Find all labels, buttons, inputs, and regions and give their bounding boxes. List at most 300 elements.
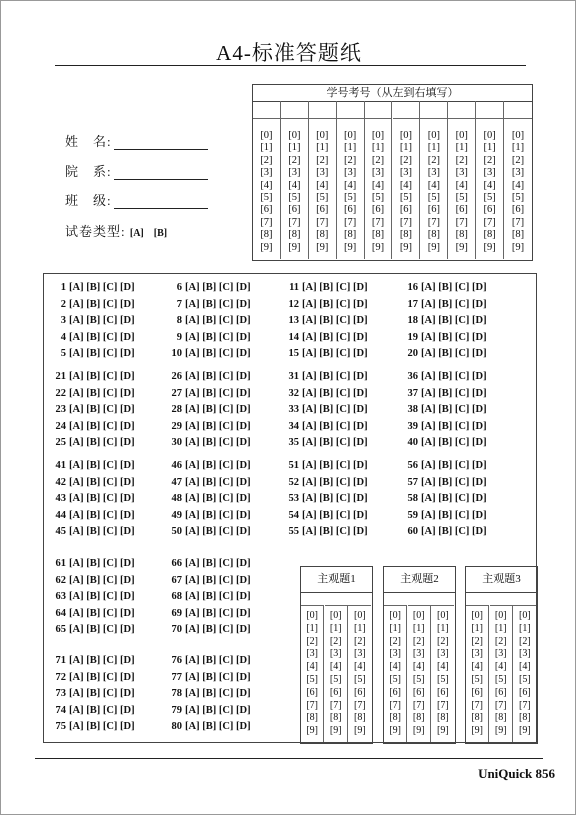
question-30[interactable] bbox=[164, 437, 251, 448]
answer-options[interactable]: [A] [B] [C] [D] bbox=[302, 282, 368, 293]
answer-options[interactable]: [A] [B] [C] [D] bbox=[69, 387, 135, 399]
digit-bubble[interactable]: [2] bbox=[483, 154, 496, 166]
digit-bubble[interactable]: [2] bbox=[427, 154, 440, 166]
answer-options[interactable]: [A] [B] [C] [D] bbox=[185, 607, 251, 619]
question-71[interactable] bbox=[48, 655, 135, 666]
score-digit-bubble[interactable]: [0] bbox=[354, 610, 366, 621]
digit-bubble[interactable]: [9] bbox=[260, 241, 273, 253]
question-19[interactable] bbox=[400, 332, 487, 343]
answer-options[interactable]: [A] [B] [C] [D] bbox=[421, 282, 487, 293]
score-digit-bubble[interactable]: [9] bbox=[389, 725, 401, 737]
question-16[interactable] bbox=[400, 282, 487, 293]
digit-bubble[interactable]: [3] bbox=[455, 167, 468, 179]
digit-bubble[interactable]: [9] bbox=[344, 241, 357, 253]
score-digit-bubble[interactable]: [9] bbox=[329, 725, 342, 737]
digit-bubble[interactable]: [3] bbox=[316, 167, 329, 179]
question-60[interactable] bbox=[400, 526, 487, 537]
score-digit-bubble[interactable]: [7] bbox=[329, 699, 342, 711]
digit-bubble[interactable]: [8] bbox=[511, 229, 525, 241]
digit-bubble[interactable]: [7] bbox=[260, 216, 273, 228]
score-digit-bubble[interactable]: [2] bbox=[354, 635, 366, 647]
answer-options[interactable]: [A] [B] [C] [D] bbox=[302, 331, 368, 343]
answer-options[interactable]: [A] [B] [C] [D] bbox=[302, 420, 368, 432]
answer-options[interactable]: [A] [B] [C] [D] bbox=[69, 624, 135, 636]
question-75[interactable] bbox=[48, 721, 135, 732]
question-18[interactable] bbox=[400, 315, 487, 326]
score-digit-bubble[interactable]: [6] bbox=[306, 686, 318, 698]
answer-options[interactable]: [A] [B] [C] [D] bbox=[69, 574, 135, 586]
answer-options[interactable]: [A] [B] [C] [D] bbox=[185, 282, 251, 293]
question-41[interactable] bbox=[48, 460, 135, 471]
score-digit-bubble[interactable]: [1] bbox=[354, 622, 366, 634]
score-digit-bubble[interactable]: [6] bbox=[494, 686, 507, 698]
score-digit-bubble[interactable]: [3] bbox=[412, 648, 425, 660]
answer-options[interactable]: [A] [B] [C] [D] bbox=[185, 574, 251, 586]
score-digit-bubble[interactable]: [7] bbox=[354, 699, 366, 711]
question-44[interactable] bbox=[48, 510, 135, 521]
question-42[interactable] bbox=[48, 477, 135, 488]
student-id-write-cell[interactable] bbox=[393, 101, 420, 119]
digit-bubble[interactable]: [9] bbox=[288, 241, 301, 253]
score-digit-bubble[interactable]: [7] bbox=[519, 699, 531, 711]
digit-bubble[interactable]: [5] bbox=[427, 192, 440, 204]
paper-type-options[interactable]: [A] [B] bbox=[129, 228, 168, 239]
answer-options[interactable]: [A] [B] [C] [D] bbox=[69, 331, 135, 343]
student-id-column[interactable] bbox=[281, 101, 309, 259]
digit-bubble[interactable]: [2] bbox=[455, 154, 468, 166]
digit-bubble[interactable]: [7] bbox=[316, 216, 329, 228]
digit-bubble[interactable]: [0] bbox=[344, 130, 357, 141]
score-digit-bubble[interactable]: [5] bbox=[494, 673, 507, 685]
digit-bubble[interactable]: [2] bbox=[260, 154, 273, 166]
answer-options[interactable]: [A] [B] [C] [D] bbox=[69, 404, 135, 416]
answer-options[interactable]: [A] [B] [C] [D] bbox=[421, 509, 487, 521]
question-79[interactable] bbox=[164, 705, 251, 716]
digit-bubble[interactable]: [4] bbox=[511, 179, 525, 191]
score-digit-bubble[interactable]: [5] bbox=[306, 673, 318, 685]
digit-bubble[interactable]: [5] bbox=[288, 192, 301, 204]
digit-bubble[interactable]: [3] bbox=[399, 167, 413, 179]
student-id-column[interactable] bbox=[476, 101, 504, 259]
score-digit-bubble[interactable]: [1] bbox=[329, 622, 342, 634]
question-11[interactable] bbox=[281, 282, 368, 293]
question-36[interactable] bbox=[400, 371, 487, 382]
score-digit-bubble[interactable]: [1] bbox=[437, 622, 449, 634]
score-digit-bubble[interactable]: [9] bbox=[494, 725, 507, 737]
digit-bubble[interactable]: [1] bbox=[399, 142, 413, 154]
answer-options[interactable]: [A] [B] [C] [D] bbox=[185, 420, 251, 432]
answer-options[interactable]: [A] [B] [C] [D] bbox=[302, 460, 368, 471]
subjective-score-column[interactable] bbox=[325, 605, 348, 742]
score-digit-bubble[interactable]: [7] bbox=[471, 699, 483, 711]
digit-bubble[interactable]: [9] bbox=[399, 241, 413, 253]
student-id-column[interactable] bbox=[253, 101, 281, 259]
question-20[interactable] bbox=[400, 348, 487, 359]
answer-options[interactable]: [A] [B] [C] [D] bbox=[69, 655, 135, 666]
question-53[interactable] bbox=[281, 493, 368, 504]
student-id-digit-options[interactable] bbox=[420, 119, 447, 254]
student-id-digit-options[interactable] bbox=[504, 119, 532, 254]
score-digit-bubble[interactable]: [6] bbox=[354, 686, 366, 698]
score-digit-bubble[interactable]: [4] bbox=[494, 661, 507, 673]
digit-bubble[interactable]: [2] bbox=[511, 154, 525, 166]
student-id-column[interactable] bbox=[309, 101, 337, 259]
digit-bubble[interactable]: [6] bbox=[511, 204, 525, 216]
score-digit-bubble[interactable]: [6] bbox=[471, 686, 483, 698]
score-digit-bubble[interactable]: [6] bbox=[412, 686, 425, 698]
question-54[interactable] bbox=[281, 510, 368, 521]
score-digit-bubble[interactable]: [0] bbox=[389, 610, 401, 621]
question-9[interactable] bbox=[164, 332, 251, 343]
answer-options[interactable]: [A] [B] [C] [D] bbox=[302, 509, 368, 521]
digit-bubble[interactable]: [7] bbox=[288, 216, 301, 228]
score-digit-bubble[interactable]: [3] bbox=[519, 648, 531, 660]
digit-bubble[interactable]: [8] bbox=[483, 229, 496, 241]
digit-bubble[interactable]: [1] bbox=[511, 142, 525, 154]
question-43[interactable] bbox=[48, 493, 135, 504]
answer-options[interactable]: [A] [B] [C] [D] bbox=[69, 607, 135, 619]
answer-options[interactable]: [A] [B] [C] [D] bbox=[421, 298, 487, 310]
answer-options[interactable]: [A] [B] [C] [D] bbox=[302, 404, 368, 416]
score-digit-bubble[interactable]: [8] bbox=[471, 712, 483, 724]
question-26[interactable] bbox=[164, 371, 251, 382]
score-digit-bubble[interactable]: [1] bbox=[494, 622, 507, 634]
subjective-score-column[interactable] bbox=[408, 605, 431, 742]
digit-bubble[interactable]: [4] bbox=[427, 179, 440, 191]
score-digit-bubble[interactable]: [2] bbox=[329, 635, 342, 647]
question-6[interactable] bbox=[164, 282, 251, 293]
answer-options[interactable]: [A] [B] [C] [D] bbox=[69, 558, 135, 569]
question-80[interactable] bbox=[164, 721, 251, 732]
answer-options[interactable]: [A] [B] [C] [D] bbox=[185, 721, 251, 733]
answer-options[interactable]: [A] [B] [C] [D] bbox=[185, 526, 251, 538]
score-digit-bubble[interactable]: [4] bbox=[471, 661, 483, 673]
class-field[interactable] bbox=[65, 190, 208, 209]
subjective-score-column[interactable] bbox=[431, 605, 454, 742]
answer-options[interactable]: [A] [B] [C] [D] bbox=[421, 420, 487, 432]
question-49[interactable] bbox=[164, 510, 251, 521]
answer-options[interactable]: [A] [B] [C] [D] bbox=[185, 387, 251, 399]
student-id-digit-options[interactable] bbox=[365, 119, 392, 254]
score-digit-bubble[interactable]: [2] bbox=[389, 635, 401, 647]
answer-options[interactable]: [A] [B] [C] [D] bbox=[302, 437, 368, 449]
answer-options[interactable]: [A] [B] [C] [D] bbox=[421, 493, 487, 505]
digit-bubble[interactable]: [0] bbox=[399, 130, 413, 141]
digit-bubble[interactable]: [8] bbox=[371, 229, 385, 241]
score-digit-bubble[interactable]: [8] bbox=[494, 712, 507, 724]
student-id-write-cell[interactable] bbox=[309, 101, 336, 119]
digit-bubble[interactable]: [6] bbox=[288, 204, 301, 216]
score-digit-bubble[interactable]: [5] bbox=[412, 673, 425, 685]
score-digit-bubble[interactable]: [3] bbox=[494, 648, 507, 660]
question-76[interactable] bbox=[164, 655, 251, 666]
answer-options[interactable]: [A] [B] [C] [D] bbox=[69, 420, 135, 432]
answer-options[interactable]: [A] [B] [C] [D] bbox=[302, 493, 368, 505]
student-id-write-cell[interactable] bbox=[476, 101, 503, 119]
question-15[interactable] bbox=[281, 348, 368, 359]
answer-options[interactable]: [A] [B] [C] [D] bbox=[302, 526, 368, 538]
score-digit-bubble[interactable]: [7] bbox=[389, 699, 401, 711]
score-digit-bubble[interactable]: [0] bbox=[471, 610, 483, 621]
answer-options[interactable]: [A] [B] [C] [D] bbox=[185, 624, 251, 636]
score-digit-bubble[interactable]: [3] bbox=[389, 648, 401, 660]
answer-options[interactable]: [A] [B] [C] [D] bbox=[421, 460, 487, 471]
student-id-column[interactable] bbox=[504, 101, 532, 259]
answer-options[interactable]: [A] [B] [C] [D] bbox=[421, 371, 487, 382]
answer-options[interactable]: [A] [B] [C] [D] bbox=[302, 315, 368, 327]
digit-bubble[interactable]: [8] bbox=[260, 229, 273, 241]
student-id-write-cell[interactable] bbox=[281, 101, 308, 119]
paper-type-field[interactable] bbox=[65, 221, 167, 240]
student-id-write-cell[interactable] bbox=[504, 101, 532, 119]
digit-bubble[interactable]: [6] bbox=[371, 204, 385, 216]
answer-options[interactable]: [A] [B] [C] [D] bbox=[185, 704, 251, 716]
digit-bubble[interactable]: [4] bbox=[399, 179, 413, 191]
score-digit-bubble[interactable]: [9] bbox=[519, 725, 531, 737]
answer-options[interactable]: [A] [B] [C] [D] bbox=[185, 298, 251, 310]
score-digit-bubble[interactable]: [1] bbox=[389, 622, 401, 634]
digit-bubble[interactable]: [4] bbox=[371, 179, 385, 191]
digit-bubble[interactable]: [8] bbox=[455, 229, 468, 241]
score-digit-bubble[interactable]: [3] bbox=[471, 648, 483, 660]
question-61[interactable] bbox=[48, 558, 135, 569]
answer-options[interactable]: [A] [B] [C] [D] bbox=[69, 721, 135, 733]
question-21[interactable] bbox=[48, 371, 135, 382]
digit-bubble[interactable]: [1] bbox=[260, 142, 273, 154]
question-37[interactable] bbox=[400, 388, 487, 399]
score-digit-bubble[interactable]: [2] bbox=[306, 635, 318, 647]
answer-options[interactable]: [A] [B] [C] [D] bbox=[185, 437, 251, 449]
digit-bubble[interactable]: [7] bbox=[455, 216, 468, 228]
score-digit-bubble[interactable]: [0] bbox=[329, 610, 342, 621]
answer-options[interactable]: [A] [B] [C] [D] bbox=[185, 460, 251, 471]
digit-bubble[interactable]: [3] bbox=[260, 167, 273, 179]
score-digit-bubble[interactable]: [8] bbox=[389, 712, 401, 724]
digit-bubble[interactable]: [5] bbox=[483, 192, 496, 204]
subjective-score-column[interactable] bbox=[348, 605, 371, 742]
score-digit-bubble[interactable]: [6] bbox=[329, 686, 342, 698]
answer-options[interactable]: [A] [B] [C] [D] bbox=[185, 688, 251, 700]
question-31[interactable] bbox=[281, 371, 368, 382]
answer-options[interactable]: [A] [B] [C] [D] bbox=[185, 671, 251, 683]
question-24[interactable] bbox=[48, 421, 135, 432]
score-digit-bubble[interactable]: [0] bbox=[437, 610, 449, 621]
name-field[interactable] bbox=[65, 131, 208, 150]
digit-bubble[interactable]: [4] bbox=[344, 179, 357, 191]
question-32[interactable] bbox=[281, 388, 368, 399]
score-digit-bubble[interactable]: [8] bbox=[412, 712, 425, 724]
student-id-column[interactable] bbox=[337, 101, 365, 259]
digit-bubble[interactable]: [8] bbox=[427, 229, 440, 241]
answer-options[interactable]: [A] [B] [C] [D] bbox=[69, 315, 135, 327]
digit-bubble[interactable]: [8] bbox=[288, 229, 301, 241]
dept-line[interactable] bbox=[114, 167, 208, 180]
score-digit-bubble[interactable]: [2] bbox=[412, 635, 425, 647]
question-46[interactable] bbox=[164, 460, 251, 471]
digit-bubble[interactable]: [3] bbox=[288, 167, 301, 179]
student-id-write-cell[interactable] bbox=[448, 101, 475, 119]
score-digit-bubble[interactable]: [4] bbox=[412, 661, 425, 673]
answer-options[interactable]: [A] [B] [C] [D] bbox=[302, 371, 368, 382]
digit-bubble[interactable]: [0] bbox=[483, 130, 496, 141]
digit-bubble[interactable]: [9] bbox=[427, 241, 440, 253]
digit-bubble[interactable]: [5] bbox=[455, 192, 468, 204]
score-digit-bubble[interactable]: [4] bbox=[306, 661, 318, 673]
digit-bubble[interactable]: [9] bbox=[455, 241, 468, 253]
digit-bubble[interactable]: [6] bbox=[260, 204, 273, 216]
student-id-column[interactable] bbox=[393, 101, 421, 259]
score-digit-bubble[interactable]: [5] bbox=[354, 673, 366, 685]
student-id-digit-options[interactable] bbox=[337, 119, 364, 254]
question-59[interactable] bbox=[400, 510, 487, 521]
answer-options[interactable]: [A] [B] [C] [D] bbox=[185, 476, 251, 488]
answer-options[interactable]: [A] [B] [C] [D] bbox=[69, 282, 135, 293]
question-72[interactable] bbox=[48, 672, 135, 683]
question-1[interactable] bbox=[48, 282, 135, 293]
question-62[interactable] bbox=[48, 575, 135, 586]
digit-bubble[interactable]: [0] bbox=[511, 130, 525, 141]
question-56[interactable] bbox=[400, 460, 487, 471]
answer-options[interactable]: [A] [B] [C] [D] bbox=[421, 387, 487, 399]
answer-options[interactable]: [A] [B] [C] [D] bbox=[185, 315, 251, 327]
question-38[interactable] bbox=[400, 404, 487, 415]
score-digit-bubble[interactable]: [3] bbox=[354, 648, 366, 660]
score-digit-bubble[interactable]: [5] bbox=[389, 673, 401, 685]
answer-options[interactable]: [A] [B] [C] [D] bbox=[69, 476, 135, 488]
answer-options[interactable]: [A] [B] [C] [D] bbox=[302, 476, 368, 488]
answer-options[interactable]: [A] [B] [C] [D] bbox=[302, 387, 368, 399]
question-78[interactable] bbox=[164, 688, 251, 699]
digit-bubble[interactable]: [1] bbox=[427, 142, 440, 154]
subjective-score-column[interactable] bbox=[466, 605, 489, 742]
student-id-digit-options[interactable] bbox=[476, 119, 503, 254]
digit-bubble[interactable]: [6] bbox=[399, 204, 413, 216]
answer-options[interactable]: [A] [B] [C] [D] bbox=[69, 704, 135, 716]
score-digit-bubble[interactable]: [4] bbox=[329, 661, 342, 673]
student-id-column[interactable] bbox=[365, 101, 393, 259]
digit-bubble[interactable]: [0] bbox=[260, 130, 273, 141]
digit-bubble[interactable]: [4] bbox=[455, 179, 468, 191]
digit-bubble[interactable]: [8] bbox=[316, 229, 329, 241]
question-5[interactable] bbox=[48, 348, 135, 359]
digit-bubble[interactable]: [5] bbox=[511, 192, 525, 204]
digit-bubble[interactable]: [1] bbox=[371, 142, 385, 154]
score-digit-bubble[interactable]: [6] bbox=[519, 686, 531, 698]
digit-bubble[interactable]: [3] bbox=[371, 167, 385, 179]
score-digit-bubble[interactable]: [9] bbox=[354, 725, 366, 737]
digit-bubble[interactable]: [9] bbox=[511, 241, 525, 253]
score-digit-bubble[interactable]: [8] bbox=[329, 712, 342, 724]
answer-options[interactable]: [A] [B] [C] [D] bbox=[69, 460, 135, 471]
question-33[interactable] bbox=[281, 404, 368, 415]
answer-options[interactable]: [A] [B] [C] [D] bbox=[69, 671, 135, 683]
answer-options[interactable]: [A] [B] [C] [D] bbox=[185, 591, 251, 603]
digit-bubble[interactable]: [4] bbox=[483, 179, 496, 191]
question-65[interactable] bbox=[48, 624, 135, 635]
answer-options[interactable]: [A] [B] [C] [D] bbox=[185, 493, 251, 505]
score-digit-bubble[interactable]: [1] bbox=[412, 622, 425, 634]
question-8[interactable] bbox=[164, 315, 251, 326]
question-69[interactable] bbox=[164, 608, 251, 619]
score-digit-bubble[interactable]: [8] bbox=[354, 712, 366, 724]
score-digit-bubble[interactable]: [5] bbox=[437, 673, 449, 685]
question-25[interactable] bbox=[48, 437, 135, 448]
question-10[interactable] bbox=[164, 348, 251, 359]
digit-bubble[interactable]: [3] bbox=[344, 167, 357, 179]
question-63[interactable] bbox=[48, 591, 135, 602]
score-digit-bubble[interactable]: [6] bbox=[437, 686, 449, 698]
answer-options[interactable]: [A] [B] [C] [D] bbox=[421, 315, 487, 327]
answer-options[interactable]: [A] [B] [C] [D] bbox=[185, 348, 251, 360]
digit-bubble[interactable]: [0] bbox=[455, 130, 468, 141]
answer-options[interactable]: [A] [B] [C] [D] bbox=[421, 476, 487, 488]
score-digit-bubble[interactable]: [0] bbox=[412, 610, 425, 621]
question-35[interactable] bbox=[281, 437, 368, 448]
answer-options[interactable]: [A] [B] [C] [D] bbox=[302, 298, 368, 310]
answer-options[interactable]: [A] [B] [C] [D] bbox=[185, 371, 251, 382]
digit-bubble[interactable]: [1] bbox=[455, 142, 468, 154]
student-id-write-cell[interactable] bbox=[365, 101, 392, 119]
student-id-column[interactable] bbox=[448, 101, 476, 259]
digit-bubble[interactable]: [7] bbox=[371, 216, 385, 228]
score-digit-bubble[interactable]: [2] bbox=[471, 635, 483, 647]
subjective-score-column[interactable] bbox=[384, 605, 407, 742]
score-digit-bubble[interactable]: [9] bbox=[437, 725, 449, 737]
question-73[interactable] bbox=[48, 688, 135, 699]
digit-bubble[interactable]: [7] bbox=[344, 216, 357, 228]
answer-options[interactable]: [A] [B] [C] [D] bbox=[69, 526, 135, 538]
score-digit-bubble[interactable]: [9] bbox=[306, 725, 318, 737]
score-digit-bubble[interactable]: [8] bbox=[306, 712, 318, 724]
score-digit-bubble[interactable]: [4] bbox=[519, 661, 531, 673]
question-77[interactable] bbox=[164, 672, 251, 683]
answer-options[interactable]: [A] [B] [C] [D] bbox=[69, 591, 135, 603]
digit-bubble[interactable]: [8] bbox=[399, 229, 413, 241]
score-digit-bubble[interactable]: [3] bbox=[329, 648, 342, 660]
subjective-score-column[interactable] bbox=[301, 605, 324, 742]
digit-bubble[interactable]: [3] bbox=[483, 167, 496, 179]
question-4[interactable] bbox=[48, 332, 135, 343]
question-3[interactable] bbox=[48, 315, 135, 326]
question-57[interactable] bbox=[400, 477, 487, 488]
score-digit-bubble[interactable]: [7] bbox=[412, 699, 425, 711]
digit-bubble[interactable]: [5] bbox=[371, 192, 385, 204]
answer-options[interactable]: [A] [B] [C] [D] bbox=[185, 655, 251, 666]
student-id-digit-options[interactable] bbox=[309, 119, 336, 254]
question-34[interactable] bbox=[281, 421, 368, 432]
digit-bubble[interactable]: [7] bbox=[483, 216, 496, 228]
digit-bubble[interactable]: [5] bbox=[344, 192, 357, 204]
score-digit-bubble[interactable]: [4] bbox=[354, 661, 366, 673]
question-40[interactable] bbox=[400, 437, 487, 448]
digit-bubble[interactable]: [1] bbox=[483, 142, 496, 154]
score-digit-bubble[interactable]: [1] bbox=[519, 622, 531, 634]
answer-options[interactable]: [A] [B] [C] [D] bbox=[185, 509, 251, 521]
digit-bubble[interactable]: [3] bbox=[427, 167, 440, 179]
answer-options[interactable]: [A] [B] [C] [D] bbox=[185, 404, 251, 416]
digit-bubble[interactable]: [8] bbox=[344, 229, 357, 241]
digit-bubble[interactable]: [2] bbox=[316, 154, 329, 166]
digit-bubble[interactable]: [4] bbox=[260, 179, 273, 191]
digit-bubble[interactable]: [2] bbox=[344, 154, 357, 166]
question-48[interactable] bbox=[164, 493, 251, 504]
question-66[interactable] bbox=[164, 558, 251, 569]
question-58[interactable] bbox=[400, 493, 487, 504]
answer-options[interactable]: [A] [B] [C] [D] bbox=[421, 348, 487, 360]
question-22[interactable] bbox=[48, 388, 135, 399]
name-line[interactable] bbox=[114, 137, 208, 150]
digit-bubble[interactable]: [2] bbox=[399, 154, 413, 166]
